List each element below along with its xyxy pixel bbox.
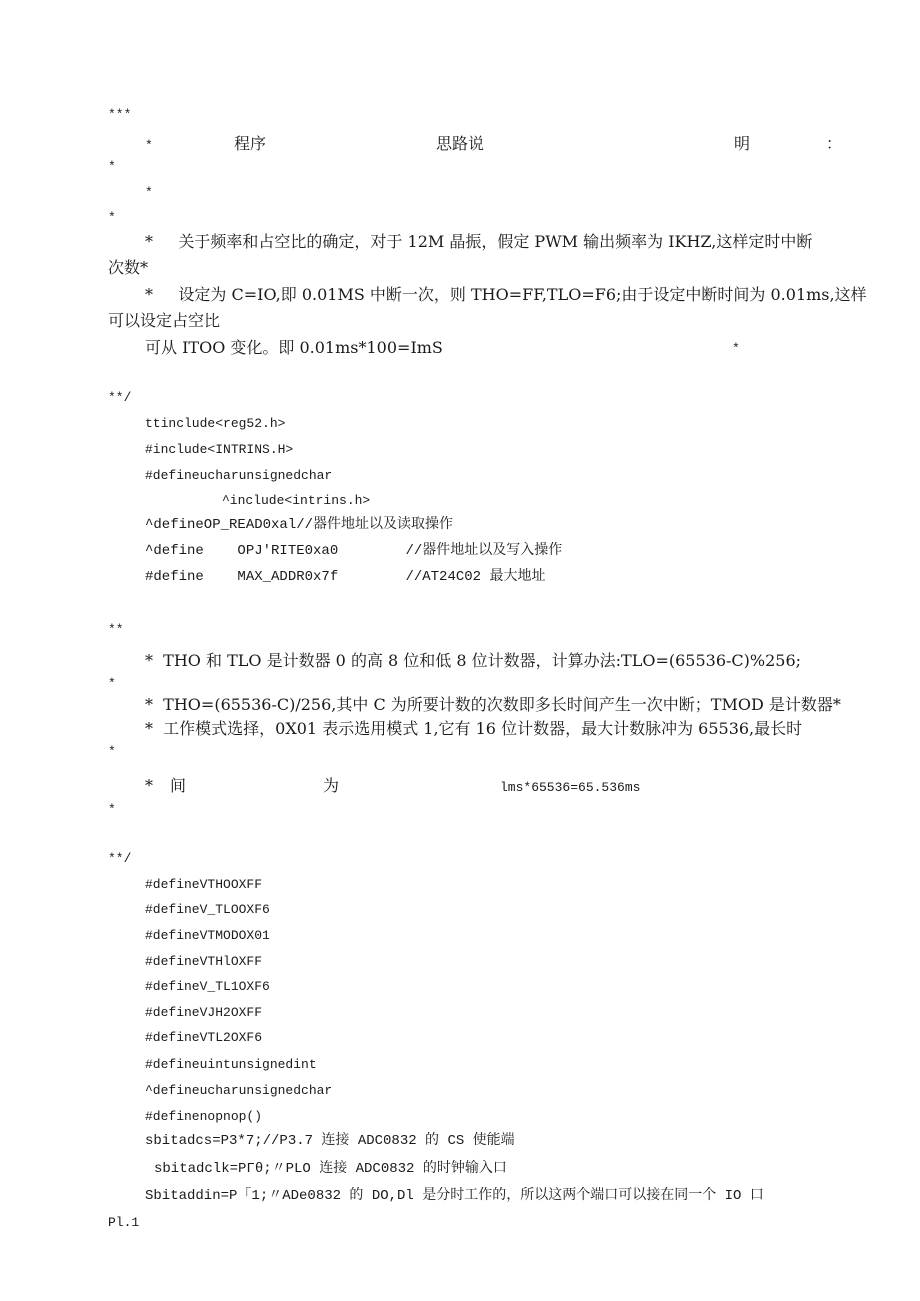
description-line-1-cont: 次数* xyxy=(108,258,149,277)
comment-close: **/ xyxy=(108,390,132,405)
comment-close: **/ xyxy=(108,851,132,866)
title-star: * xyxy=(145,138,153,153)
comment-star: * xyxy=(108,210,116,225)
timer-line-4-star: * xyxy=(145,776,153,795)
define-line: #defineVTHlOXFF xyxy=(145,954,263,969)
define-line: #defineVTL2OXF6 xyxy=(145,1030,263,1045)
define-line: #defineVJH2OXFF xyxy=(145,1005,263,1020)
timer-comment-line-2: * THO=(65536-C)/256,其中 C 为所要计数的次数即多长时间产生一次中断；TMOD 是计数器* xyxy=(145,695,841,714)
define-line: ^defineucharunsignedchar xyxy=(145,1083,333,1098)
comment-star: * xyxy=(732,341,740,356)
code-line: #define MAX_ADDR0x7f //AT24C02 最大地址 xyxy=(145,569,546,585)
comment-star: * xyxy=(108,676,116,691)
description-line-2: * 设定为 C=IO,即 0.01MS 中断一次，则 THO=FF,TLO=F6;由于设定中断时间为 0.01ms,这样 xyxy=(145,285,867,304)
comment-star: * xyxy=(145,185,153,200)
comment-open: ** xyxy=(108,622,124,637)
timer-comment-line-1: * THO 和 TLO 是计数器 0 的高 8 位和低 8 位计数器，计算办法:TLO=(65536-C)%256; xyxy=(145,651,802,670)
title-word-2: 思路说 xyxy=(436,134,485,153)
comment-star: * xyxy=(108,159,116,174)
comment-stars-top: *** xyxy=(108,107,132,122)
define-line: #defineV_TLOOXF6 xyxy=(145,902,270,917)
sbit-line: sbitadclk=PΓθ;〃PLO 连接 ADC0832 的时钟输入口 xyxy=(154,1161,507,1177)
timer-line-4-word2: 为 xyxy=(323,776,340,795)
title-word-1: 程序 xyxy=(234,134,267,153)
comment-star: * xyxy=(108,744,116,759)
define-line: #defineV_TL1OXF6 xyxy=(145,979,270,994)
sbit-line-cont: Pl.1 xyxy=(108,1215,140,1230)
sbit-line: Sbitaddin=P「1;〃ADe0832 的 DO,Dl 是分时工作的，所以这两个端口可以接在同一个 IO 口 xyxy=(145,1188,764,1204)
code-line: #include<INTRINS.H> xyxy=(145,442,294,457)
code-line: ttinclude<reg52.h> xyxy=(145,416,286,431)
description-line-3: 可从 ITOO 变化。即 0.01ms*100=ImS xyxy=(145,338,443,357)
code-line: ^define OPJ'RITE0xa0 //器件地址以及写入操作 xyxy=(145,543,563,559)
define-line: #defineVTHOOXFF xyxy=(145,877,263,892)
define-line: #defineVTMODOX01 xyxy=(145,928,270,943)
title-colon: ： xyxy=(826,134,843,153)
define-line: #definenopnop() xyxy=(145,1109,263,1124)
timer-line-4-word1: 间 xyxy=(170,776,187,795)
define-line: #defineuintunsignedint xyxy=(145,1057,317,1072)
timer-comment-line-3: * 工作模式选择，0X01 表示选用模式 1,它有 16 位计数器，最大计数脉冲为 65536,最长时 xyxy=(145,719,803,738)
title-word-3: 明 xyxy=(734,134,751,153)
code-line: ^include<intrins.h> xyxy=(222,493,371,508)
timer-line-4-expr: lms*65536=65.536ms xyxy=(500,780,641,795)
code-line: #defineucharunsignedchar xyxy=(145,468,333,483)
sbit-line: sbitadcs=P3*7;//P3.7 连接 ADC0832 的 CS 使能端 xyxy=(145,1133,515,1149)
description-line-2-cont: 可以设定占空比 xyxy=(108,311,221,330)
code-line: ^defineOP_READ0xal//器件地址以及读取操作 xyxy=(145,517,454,533)
comment-star: * xyxy=(108,802,116,817)
description-line-1: * 关于频率和占空比的确定，对于 12M 晶振，假定 PWM 输出频率为 IKHZ,这样定时中断 xyxy=(145,232,813,251)
